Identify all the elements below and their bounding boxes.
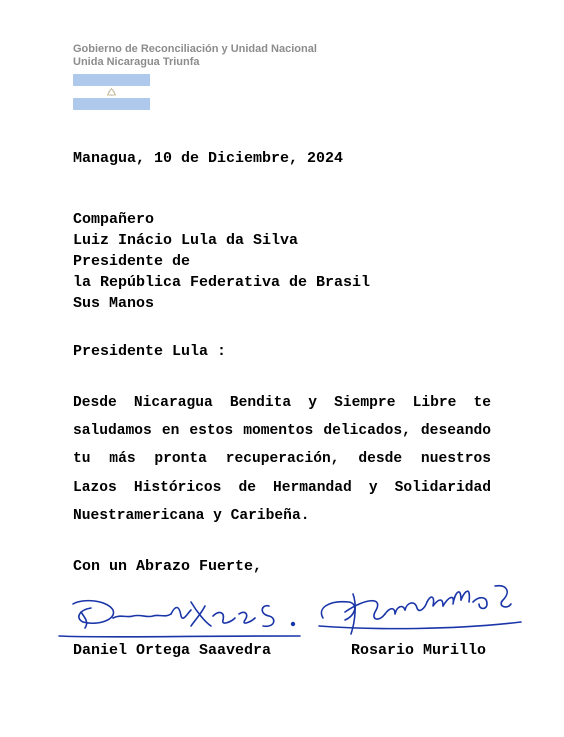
letterhead bbox=[73, 43, 317, 69]
letterhead-slogan: Unida Nicaragua Triunfa bbox=[73, 56, 200, 68]
letter-date: Managua, 10 de Diciembre, 2024 bbox=[73, 150, 344, 167]
closing: Con un Abrazo Fuerte, bbox=[73, 558, 263, 575]
signature-daniel-ortega bbox=[55, 592, 305, 642]
signatory-name-rosario: Rosario Murillo bbox=[351, 642, 487, 659]
salutation: Presidente Lula : bbox=[73, 343, 227, 360]
nicaragua-flag-icon bbox=[73, 74, 150, 110]
letterhead-government: Gobierno de Reconciliación y Unidad Nacional bbox=[73, 43, 317, 55]
recipient-title: Compañero bbox=[73, 211, 155, 228]
recipient-hands: Sus Manos bbox=[73, 295, 155, 312]
recipient-block bbox=[73, 209, 370, 314]
recipient-position: Presidente de bbox=[73, 253, 191, 270]
recipient-name: Luiz Inácio Lula da Silva bbox=[73, 232, 299, 249]
recipient-country: la República Federativa de Brasil bbox=[73, 274, 371, 291]
signature-rosario-murillo bbox=[315, 578, 525, 638]
signatory-name-daniel: Daniel Ortega Saavedra bbox=[73, 642, 272, 659]
letter-body: Desde Nicaragua Bendita y Siempre Libre te saludamos en estos momentos delicados, deseando tu más pronta recuperación, desde nuestros Lazos Históricos de Hermandad y Solidaridad Nuestramericana y Caribeña. bbox=[73, 395, 491, 524]
